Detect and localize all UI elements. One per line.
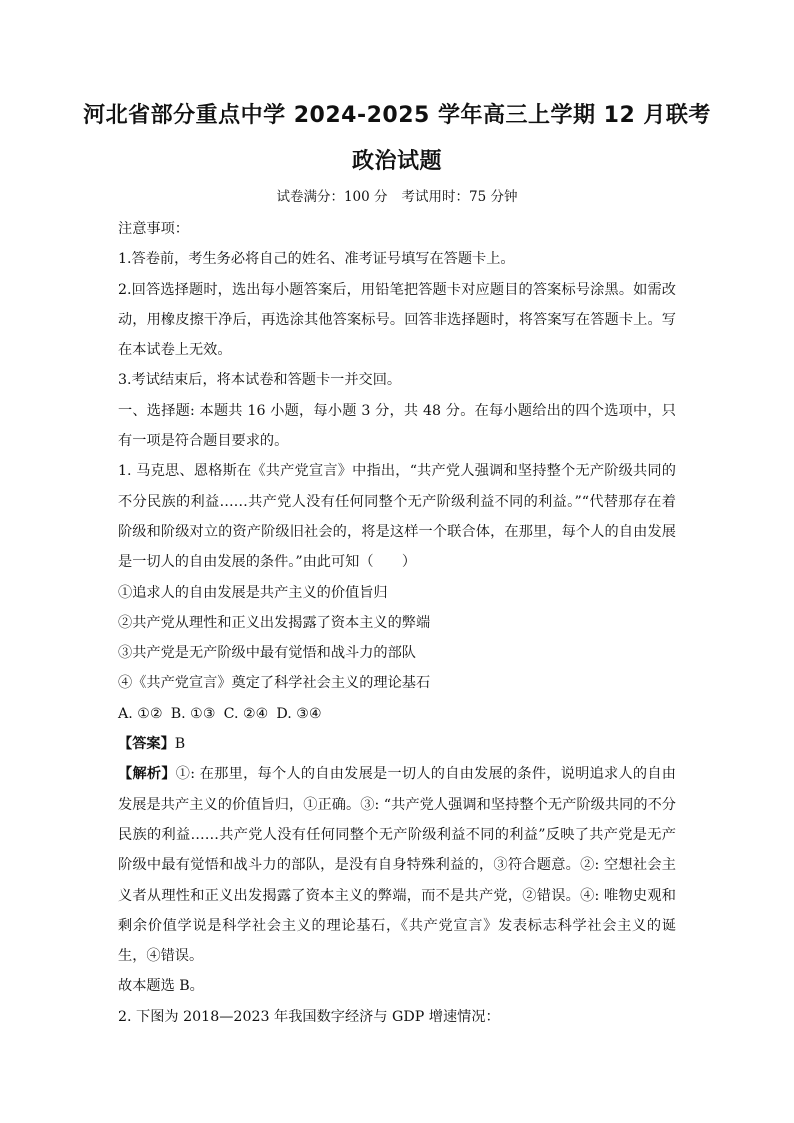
section-heading: 一、选择题: 本题共 16 小题，每小题 3 分，共 48 分。在每小题给出的四个选项中，只有一项是符合题目要求的。 [118,402,676,450]
document-title: 河北省部分重点中学 2024-2025 学年高三上学期 12 月联考 [83,103,711,128]
notice-heading: 注意事项： [118,221,189,237]
answer-value: B [174,736,186,753]
conclusion: 故本题选 B。 [118,978,204,995]
answer-label: 【答案】 [118,736,175,753]
answer-line [118,729,676,759]
statement-3: ③共产党是无产阶级中最有觉悟和战斗力的部队 [118,645,416,662]
question-1-stem: 1. 马克思、恩格斯在《共产党宣言》中指出，“共产党人强调和坚持整个无产阶级共同的不分民族的利益……共产党人没有任何同整个无产阶级利益不同的利益。”“代替那存在着阶级和阶级对立的资产阶级旧社会的，将是这样一个联合体，在那里，每个人的自由发展是一切人的自由发展的条件。”由此可知（ ） [118,463,676,571]
document-subtitle: 政治试题 [351,149,442,174]
statement-1: ①追求人的自由发展是共产主义的价值旨归 [118,584,388,601]
option-d: D. ③④ [276,705,322,722]
document-body [118,214,676,1032]
statement-4: ④《共产党宣言》奠定了科学社会主义的理论基石 [118,675,431,692]
statement-2: ②共产党从理性和正义出发揭露了资本主义的弊端 [118,614,431,631]
question-2-stem: 2. 下图为 2018—2023 年我国数字经济与 GDP 增速情况： [118,1008,500,1025]
option-b: B. ①③ [170,705,216,722]
exam-info [0,187,794,207]
option-c: C. ②④ [223,705,269,722]
full-score: 试卷满分：100 分 [276,189,388,205]
analysis-paragraph [118,759,676,971]
analysis-text: ①: 在那里，每个人的自由发展是一切人的自由发展的条件，说明追求人的自由发展是共产主义的价值旨归，①正确。③: “共产党人强调和坚持整个无产阶级共同的不分民族的利益……共产党人没有任何同整个无产阶级利益不同的利益”反映了共产党是无产阶级中最有觉悟和战斗力的部队，是没有自身特殊利益的，③符合题意。②: 空想社会主义者从理性和正义出发揭露了资本主义的弊端，而不是共产党，②错误。④: 唯物史观和剩余价值学说是科学社会主义的理论基石，《共产党宣言》发表标志科学社会主义的诞生，④错误。 [118,766,676,965]
analysis-label: 【解析】 [118,766,176,783]
notice-item: 3.考试结束后，将本试卷和答题卡一并交回。 [118,372,402,389]
answer-options [118,699,676,729]
option-a: A. ①② [118,705,163,722]
notice-item: 2.回答选择题时，选出每小题答案后，用铅笔把答题卡对应题目的答案标号涂黑。如需改动，用橡皮擦干净后，再选涂其他答案标号。回答非选择题时，将答案写在答题卡上。写在本试卷上无效。 [118,281,676,359]
exam-time: 考试用时：75 分钟 [401,189,518,205]
notice-item: 1.答卷前，考生务必将自己的姓名、准考证号填写在答题卡上。 [118,251,515,268]
